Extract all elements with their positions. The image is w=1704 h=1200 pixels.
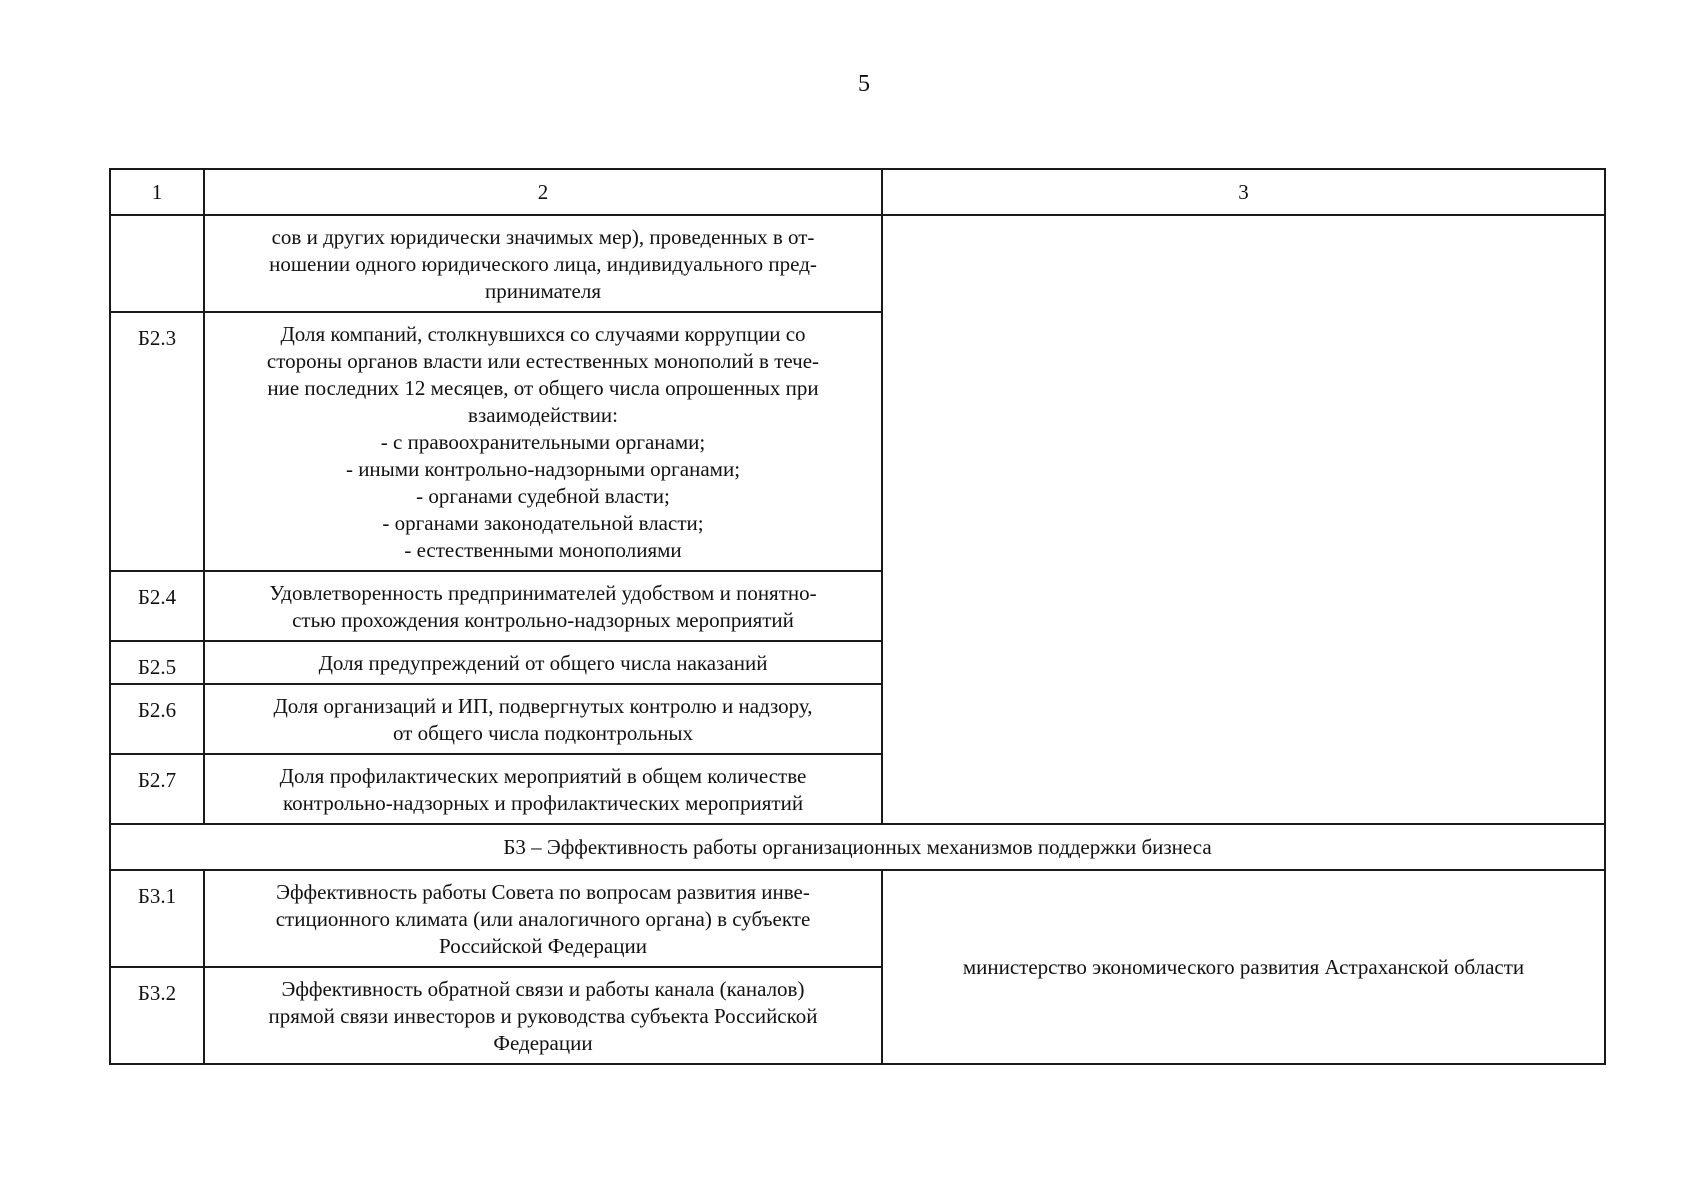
indicator-name [204, 312, 882, 571]
continuation-line: принимателя [484, 279, 601, 303]
indicator-line: - с правоохранительными органами; [380, 430, 706, 454]
header-col-3: 3 [882, 169, 1605, 215]
table-row [110, 870, 1605, 967]
indicator-line: прямой связи инвесторов и руководства субъекта Российской [268, 1004, 818, 1028]
indicator-code: Б3.2 [110, 967, 204, 1064]
indicator-line: Доля организаций и ИП, подвергнутых контролю и надзору, [273, 694, 813, 718]
indicator-line: Российской Федерации [439, 934, 647, 958]
indicator-line: Доля предупреждений от общего числа наказаний [318, 651, 768, 675]
indicator-name [204, 754, 882, 824]
header-row [110, 169, 1605, 215]
indicator-line: - органами законодательной власти; [382, 511, 704, 535]
section-title-b3: Б3 – Эффективность работы организационных механизмов поддержки бизнеса [110, 824, 1605, 870]
continuation-line: ношении одного юридического лица, индивидуального пред- [269, 252, 817, 276]
indicator-line: стиционного климата (или аналогичного органа) в субъекте [275, 907, 811, 931]
indicator-line: от общего числа подконтрольных [392, 721, 694, 745]
indicator-code: Б3.1 [110, 870, 204, 967]
indicator-line: стью прохождения контрольно-надзорных мероприятий [292, 608, 794, 632]
code-cell-empty [110, 215, 204, 312]
continuation-cell [204, 215, 882, 312]
indicator-line: Доля компаний, столкнувшихся со случаями коррупции со [280, 322, 806, 346]
indicator-line: Эффективность работы Совета по вопросам развития инве- [276, 880, 810, 904]
indicator-line: ние последних 12 месяцев, от общего числа опрошенных при [267, 376, 819, 400]
indicator-line: - естественными монополиями [404, 538, 682, 562]
indicator-line: Федерации [493, 1031, 593, 1055]
indicator-line: Удовлетворенность предпринимателей удобством и понятно- [269, 581, 817, 605]
section-row [110, 824, 1605, 870]
page-number: 5 [858, 71, 870, 97]
indicator-line: Доля профилактических мероприятий в общем количестве [279, 764, 807, 788]
indicator-name [204, 684, 882, 754]
indicator-code: Б2.6 [110, 684, 204, 754]
indicator-code: Б2.3 [110, 312, 204, 571]
responsible-cell-b3: министерство экономического развития Астраханской области [882, 870, 1605, 1064]
indicator-line: Эффективность обратной связи и работы канала (каналов) [281, 977, 805, 1001]
indicator-code: Б2.7 [110, 754, 204, 824]
indicator-code: Б2.5 [110, 641, 204, 684]
indicators-table [109, 168, 1606, 1065]
indicator-line: - иными контрольно-надзорными органами; [345, 457, 741, 481]
continuation-line: сов и других юридически значимых мер), проведенных в от- [271, 225, 815, 249]
indicator-name [204, 870, 882, 967]
indicator-line: взаимодействии: [468, 403, 618, 427]
indicator-line: - органами судебной власти; [416, 484, 670, 508]
table-row [110, 215, 1605, 312]
indicator-code: Б2.4 [110, 571, 204, 641]
indicator-name [204, 641, 882, 684]
indicator-name [204, 571, 882, 641]
header-col-2: 2 [204, 169, 882, 215]
responsible-cell-b2 [882, 215, 1605, 824]
indicator-name [204, 967, 882, 1064]
header-col-1: 1 [110, 169, 204, 215]
indicator-line: контрольно-надзорных и профилактических мероприятий [282, 791, 804, 815]
indicator-line: стороны органов власти или естественных монополий в тече- [266, 349, 820, 373]
